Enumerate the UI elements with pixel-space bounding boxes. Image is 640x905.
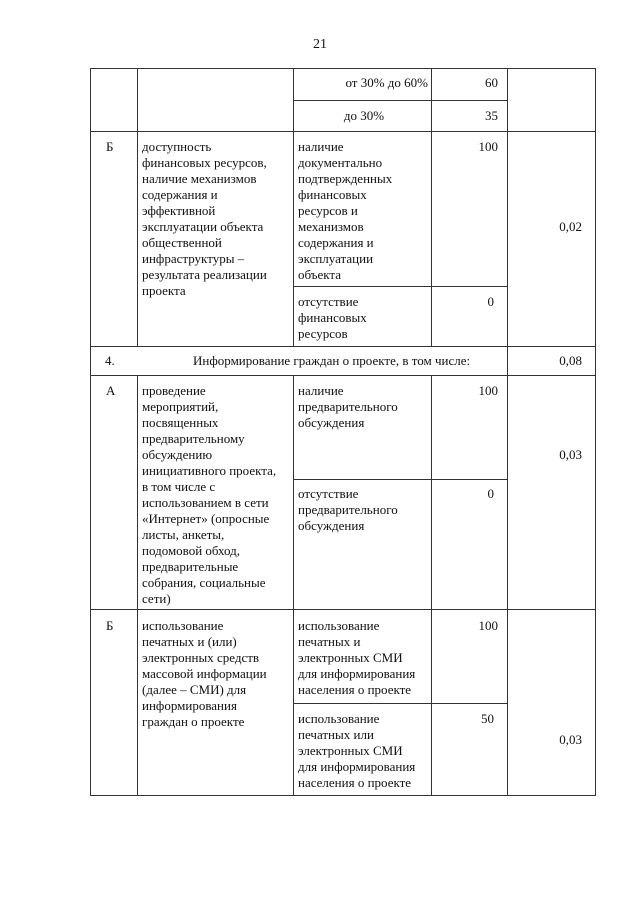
table-rule bbox=[293, 479, 507, 480]
table-rule bbox=[90, 795, 596, 796]
table-rule bbox=[507, 346, 508, 796]
table-rule bbox=[293, 68, 294, 346]
score-cell: 60 bbox=[485, 75, 498, 90]
criterion-cell: до 30% bbox=[343, 108, 385, 123]
criterion-cell: наличие предварительного обсуждения bbox=[298, 383, 398, 430]
indicator-cell: проведение мероприятий, посвященных предварительному обсуждению инициативного проекта, в том числе с использованием в сети «Интернет» (опросные листы, анкеты, подомовой обход, предварительные собрания, социальные сети) bbox=[142, 383, 277, 606]
weight-cell: 0,03 bbox=[559, 447, 582, 462]
score-cell: 100 bbox=[478, 139, 498, 154]
criterion-cell: от 30% до 60% bbox=[345, 75, 428, 90]
indicator-cell: использование печатных и (или) электронных средств массовой информации (далее – СМИ) для информирования граждан о проекте bbox=[142, 618, 267, 729]
criterion-cell: отсутствие финансовых ресурсов bbox=[298, 294, 367, 341]
row-letter: А bbox=[106, 383, 116, 398]
indicator-cell: доступность финансовых ресурсов, наличие механизмов содержания и эффективной эксплуатации объекта общественной инфраструктуры – результата реализации проекта bbox=[142, 139, 267, 298]
section-title: Информирование граждан о проекте, в том числе: bbox=[193, 353, 471, 368]
table-rule bbox=[137, 375, 138, 796]
table-rule bbox=[137, 68, 138, 346]
weight-cell: 0,08 bbox=[559, 353, 582, 368]
weight-cell: 0,03 bbox=[559, 732, 582, 747]
row-letter: Б bbox=[106, 618, 114, 633]
score-cell: 100 bbox=[478, 618, 498, 633]
table-rule bbox=[90, 609, 596, 610]
table-rule bbox=[431, 375, 432, 796]
criterion-cell: использование печатных или электронных СМИ для информирования населения о проекте bbox=[298, 711, 416, 790]
table-rule bbox=[431, 68, 432, 346]
score-cell: 0 bbox=[487, 486, 494, 501]
table-rule bbox=[507, 68, 508, 346]
table-rule bbox=[595, 68, 596, 796]
table-rule bbox=[90, 68, 596, 69]
table-rule bbox=[293, 100, 507, 101]
criterion-cell: отсутствие предварительного обсуждения bbox=[298, 486, 398, 533]
criterion-cell: использование печатных и электронных СМИ для информирования населения о проекте bbox=[298, 618, 416, 697]
criterion-cell: наличие документально подтвержденных финансовых ресурсов и механизмов содержания и эксплуатации объекта bbox=[298, 139, 393, 282]
row-letter: Б bbox=[106, 139, 114, 154]
table-rule bbox=[90, 375, 596, 376]
score-cell: 0 bbox=[487, 294, 494, 309]
table-rule bbox=[90, 346, 596, 347]
score-cell: 50 bbox=[481, 711, 494, 726]
table-rule bbox=[293, 703, 507, 704]
page-number: 21 bbox=[313, 37, 327, 52]
weight-cell: 0,02 bbox=[559, 219, 582, 234]
score-cell: 100 bbox=[478, 383, 498, 398]
table-rule bbox=[293, 286, 507, 287]
score-cell: 35 bbox=[485, 108, 498, 123]
section-number: 4. bbox=[105, 353, 115, 368]
table-rule bbox=[90, 68, 91, 796]
table-rule bbox=[293, 375, 294, 796]
table-rule bbox=[90, 131, 596, 132]
